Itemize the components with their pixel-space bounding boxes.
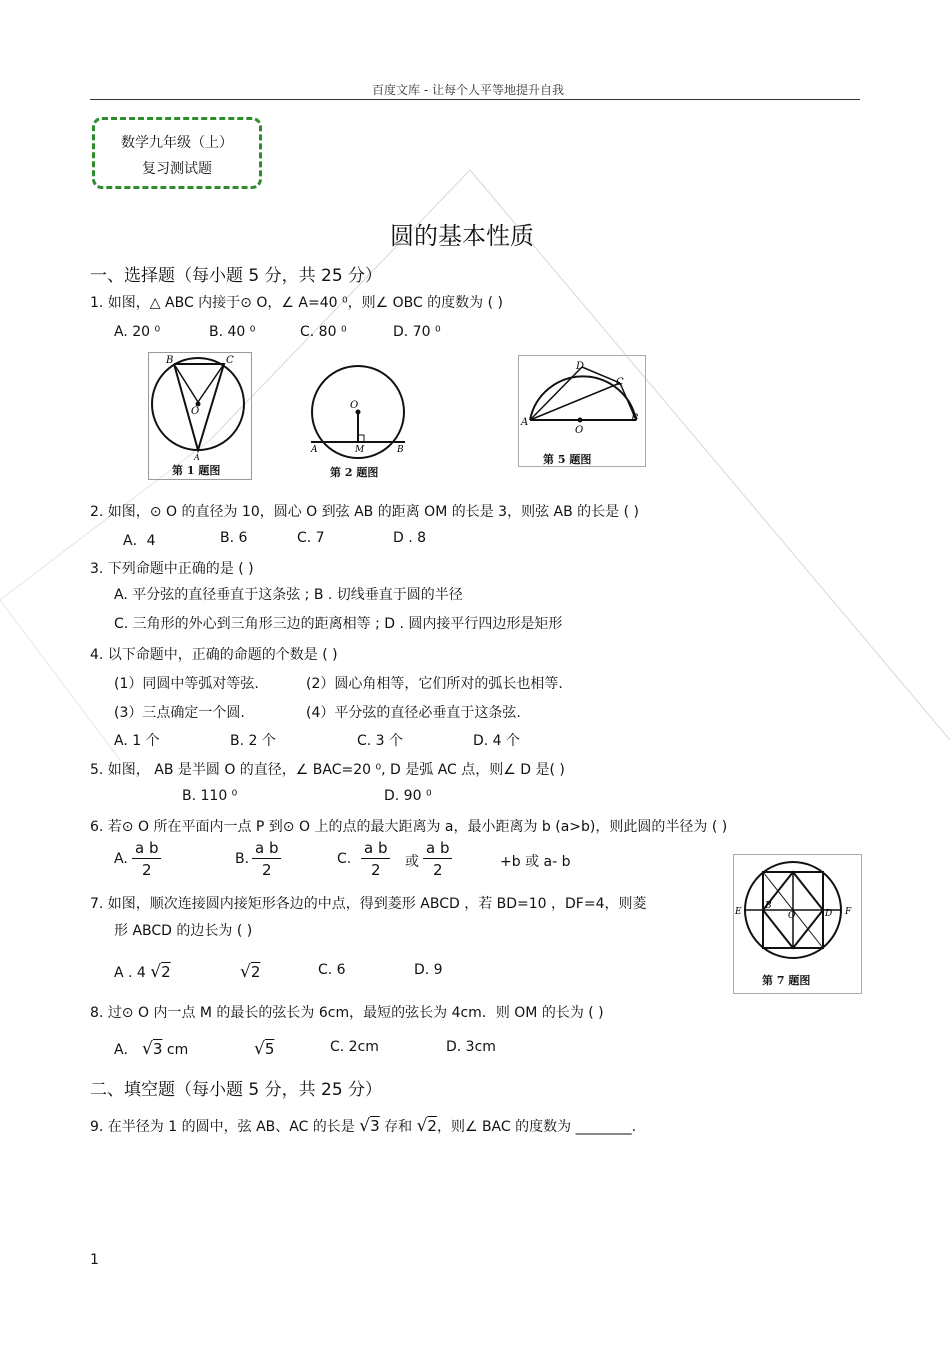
sqrt-icon: √ bbox=[240, 962, 251, 982]
q6-fraction-c1 bbox=[361, 838, 390, 881]
q8-option-a-label: A． bbox=[114, 1042, 138, 1058]
q6-fraction-a bbox=[132, 838, 161, 881]
radicand: 2 bbox=[161, 963, 171, 981]
q2-option-d: D . 8 bbox=[393, 530, 427, 546]
q4-option-d: D. 4 个 bbox=[473, 733, 521, 749]
question-3: 3. 下列命题中正确的是 ( ) bbox=[90, 561, 254, 577]
question-4: 4. 以下命题中，正确的命题的个数是 ( ) bbox=[90, 647, 338, 663]
figure-2 bbox=[305, 362, 413, 480]
q4-statement-3: (3）三点确定一个圆. bbox=[114, 705, 245, 721]
sqrt-icon: √ bbox=[359, 1116, 371, 1136]
svg-text:A: A bbox=[194, 453, 200, 462]
q6-fraction-c2 bbox=[423, 838, 452, 881]
svg-text:D: D bbox=[576, 361, 585, 372]
q4-option-a: A. 1 个 bbox=[114, 733, 160, 749]
question-2: 2. 如图，⊙ O 的直径为 10，圆心 O 到弦 AB 的距离 OM 的长是 3，则弦 AB 的长是 ( ) bbox=[90, 504, 639, 520]
q9-text-mid: 存和 bbox=[379, 1119, 413, 1135]
sqrt-icon: √ bbox=[150, 962, 162, 982]
page-header: 百度文库 - 让每个人平等地提升自我 bbox=[372, 83, 564, 97]
q7-option-c: C. 6 bbox=[318, 962, 346, 978]
fraction-denominator: 2 bbox=[370, 861, 381, 879]
svg-text:O: O bbox=[788, 911, 796, 921]
q1-option-a: A. 20 ⁰ bbox=[114, 324, 161, 340]
svg-text:B: B bbox=[166, 355, 174, 366]
fraction-denominator: 2 bbox=[432, 861, 443, 879]
q5-option-d: D. 90 ⁰ bbox=[384, 788, 432, 804]
q1-option-b: B. 40 ⁰ bbox=[209, 324, 256, 340]
section-fill: 二、填空题（每小题 5 分，共 25 分） bbox=[90, 1080, 383, 1100]
q8-option-c: C. 2cm bbox=[330, 1039, 379, 1055]
q4-statement-2: (2）圆心角相等，它们所对的弧长也相等. bbox=[306, 676, 563, 692]
question-5: 5. 如图， AB 是半圆 O 的直径，∠ BAC=20 ⁰, D 是弧 AC 点，则∠ D 是( ) bbox=[90, 762, 565, 778]
q7-option-b bbox=[240, 962, 260, 982]
q8-option-b bbox=[254, 1039, 274, 1059]
q6-or: 或 bbox=[405, 854, 419, 870]
q7-option-d: D. 9 bbox=[414, 962, 443, 978]
q4-option-b: B. 2 个 bbox=[230, 733, 276, 749]
q3-options-ab: A. 平分弦的直径垂直于这条弦 ; B . 切线垂直于圆的半径 bbox=[114, 587, 463, 603]
svg-text:C: C bbox=[616, 377, 624, 388]
svg-text:A: A bbox=[521, 417, 529, 428]
figure-1-caption: 第 1 题图 bbox=[172, 464, 221, 477]
svg-text:B: B bbox=[631, 413, 639, 424]
q3-options-cd: C. 三角形的外心到三角形三边的距离相等 ; D . 圆内接平行四边形是矩形 bbox=[114, 616, 563, 632]
figure-7-caption: 第 7 题图 bbox=[762, 974, 811, 987]
fraction-denominator: 2 bbox=[261, 861, 272, 879]
q4-statement-1: (1）同圆中等弧对等弦. bbox=[114, 676, 259, 692]
radicand: 2 bbox=[250, 963, 261, 981]
figure-2-caption: 第 2 题图 bbox=[330, 466, 379, 479]
radicand: 5 bbox=[264, 1040, 275, 1058]
question-9 bbox=[90, 1116, 636, 1136]
page-number: 1 bbox=[90, 1252, 99, 1268]
fraction-numerator: a b bbox=[423, 838, 452, 859]
sqrt-icon: √ bbox=[142, 1039, 153, 1059]
svg-text:O: O bbox=[191, 406, 200, 417]
question-8: 8. 过⊙ O 内一点 M 的最长的弦长为 6cm，最短的弦长为 4cm．则 OM 的长为 ( ) bbox=[90, 1005, 604, 1021]
radicand: 2 bbox=[427, 1117, 437, 1135]
svg-text:D: D bbox=[825, 909, 833, 919]
q7-option-a bbox=[114, 962, 171, 982]
q6-option-b-label: B. bbox=[235, 851, 250, 867]
figure-5-caption: 第 5 题图 bbox=[543, 453, 592, 466]
q7-option-a-label: A . 4 bbox=[114, 965, 146, 981]
q1-option-d: D. 70 ⁰ bbox=[393, 324, 441, 340]
q5-option-b: B. 110 ⁰ bbox=[182, 788, 238, 804]
q2-option-b: B. 6 bbox=[220, 530, 248, 546]
figure-1 bbox=[148, 352, 252, 480]
radicand: 3 bbox=[152, 1040, 163, 1058]
fraction-denominator: 2 bbox=[141, 861, 152, 879]
header-rule bbox=[90, 99, 860, 100]
question-7-cont: 形 ABCD 的边长为 ( ) bbox=[114, 923, 253, 939]
badge-line2: 复习测试题 bbox=[142, 161, 212, 177]
q9-text-pre: 9. 在半径为 1 的圆中，弦 AB、AC 的长是 bbox=[90, 1119, 355, 1135]
page-title: 圆的基本性质 bbox=[390, 222, 534, 250]
svg-text:E: E bbox=[735, 907, 742, 917]
svg-text:F: F bbox=[845, 907, 852, 917]
sqrt-icon: √ bbox=[254, 1039, 265, 1059]
q9-text-post: ，则∠ BAC 的度数为 ________. bbox=[436, 1119, 637, 1135]
svg-text:M: M bbox=[355, 445, 365, 455]
q1-option-c: C. 80 ⁰ bbox=[300, 324, 347, 340]
q8-option-d: D. 3cm bbox=[446, 1039, 496, 1055]
q2-option-a: A．4 bbox=[123, 533, 156, 549]
fraction-numerator: a b bbox=[252, 838, 281, 859]
q6-fraction-b bbox=[252, 838, 281, 881]
q4-statement-4: (4）平分弦的直径必垂直于这条弦. bbox=[306, 705, 521, 721]
q4-option-c: C. 3 个 bbox=[357, 733, 404, 749]
svg-text:O: O bbox=[575, 425, 584, 436]
unit: cm bbox=[162, 1042, 189, 1058]
badge-line1: 数学九年级（上） bbox=[121, 135, 233, 151]
question-7: 7. 如图，顺次连接圆内接矩形各边的中点，得到菱形 ABCD ，若 BD=10 ，DF=4，则菱 bbox=[90, 896, 647, 912]
svg-text:O: O bbox=[350, 400, 359, 411]
section-choice: 一、选择题（每小题 5 分，共 25 分） bbox=[90, 266, 383, 286]
q6-option-d: +b 或 a- b bbox=[500, 854, 571, 870]
q2-option-c: C. 7 bbox=[297, 530, 325, 546]
svg-text:B: B bbox=[765, 901, 772, 911]
fraction-numerator: a b bbox=[132, 838, 161, 859]
sqrt-icon: √ bbox=[416, 1116, 428, 1136]
q6-option-c-label: C. bbox=[337, 851, 352, 867]
question-1: 1. 如图，△ ABC 内接于⊙ O，∠ A=40 ⁰，则∠ OBC 的度数为 ( ) bbox=[90, 295, 503, 311]
q6-option-a-label: A. bbox=[114, 851, 128, 867]
question-6: 6. 若⊙ O 所在平面内一点 P 到⊙ O 上的点的最大距离为 a，最小距离为 b (a>b)，则此圆的半径为 ( ) bbox=[90, 819, 728, 835]
svg-text:C: C bbox=[226, 355, 234, 366]
svg-text:B: B bbox=[397, 445, 404, 455]
subject-badge bbox=[92, 117, 262, 189]
fraction-numerator: a b bbox=[361, 838, 390, 859]
svg-text:A: A bbox=[311, 445, 318, 455]
q8-option-a bbox=[114, 1039, 188, 1059]
radicand: 3 bbox=[370, 1117, 380, 1135]
